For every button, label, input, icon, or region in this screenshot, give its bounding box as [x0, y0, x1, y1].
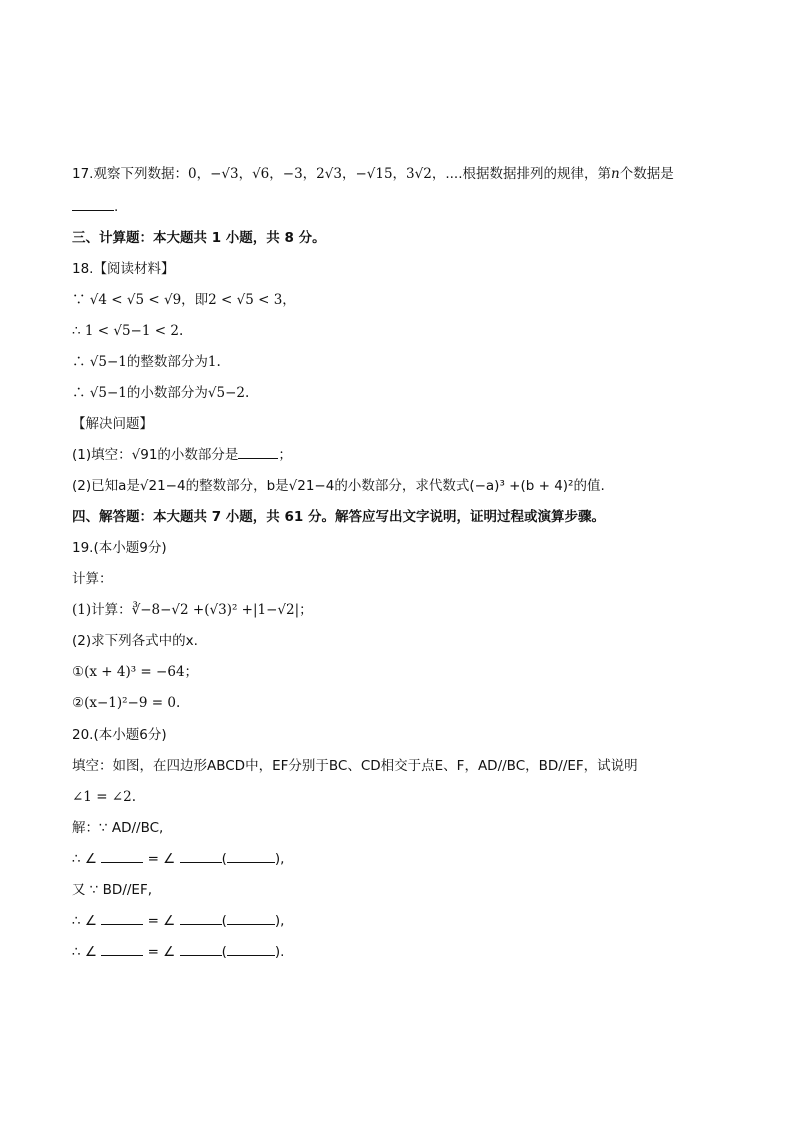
answer-blank[interactable]: [180, 911, 222, 925]
q18-solve-heading: 【解决问题】: [72, 416, 153, 432]
close-paren: ).: [274, 944, 285, 960]
question-17: [72, 164, 674, 184]
q18-part-1-end: ；: [278, 447, 292, 463]
answer-blank[interactable]: [238, 445, 278, 459]
q18-line-4: ∴ √5−1的小数部分为√5−2.: [72, 385, 250, 401]
answer-blank[interactable]: [101, 942, 143, 956]
close-paren: ),: [274, 851, 285, 867]
q20-statement-1: 填空：如图，在四边形ABCD中，EF分别于BC、CD相交于点E、F，AD//BC，BD//EF，试说明: [72, 758, 638, 774]
therefore-angle: ∴ ∠: [72, 913, 97, 929]
q19-equation-2: ②(x−1)²−9 = 0.: [72, 695, 181, 711]
q19-equation-1: ①(x + 4)³ = −64；: [72, 664, 199, 680]
close-paren: ),: [274, 913, 285, 929]
reason-blank[interactable]: [227, 942, 275, 956]
q19-calc-label: 计算：: [72, 571, 113, 587]
q17-sequence: 0，−√3，√6，−3，2√3，−√15，3√2，: [187, 166, 446, 182]
answer-blank[interactable]: [180, 849, 222, 863]
q18-part-1: [72, 445, 292, 465]
q19-part-2: (2)求下列各式中的x.: [72, 633, 198, 649]
equals-angle: = ∠: [147, 944, 176, 960]
q17-var-n: n: [611, 166, 620, 182]
answer-blank[interactable]: [101, 849, 143, 863]
q17-answer-line: [72, 197, 118, 217]
q17-intro: 17.观察下列数据：: [72, 166, 188, 182]
therefore-angle: ∴ ∠: [72, 851, 97, 867]
q18-line-3: ∴ √5−1的整数部分为1.: [72, 354, 221, 370]
q18-part-1-text: (1)填空：√91的小数部分是: [72, 447, 239, 463]
q17-tail: ....根据数据排列的规律，第: [445, 166, 611, 182]
answer-blank[interactable]: [180, 942, 222, 956]
q20-title: 20.(本小题6分): [72, 727, 167, 743]
q17-end: .: [114, 199, 119, 215]
q20-step-3: ∴ ∠ = ∠ ( ).: [72, 944, 285, 960]
answer-blank[interactable]: [101, 911, 143, 925]
q18-line-2: ∴ 1 < √5−1 < 2.: [72, 323, 184, 339]
q17-tail2: 个数据是: [619, 166, 674, 182]
section-3-heading: 三、计算题：本大题共 1 小题，共 8 分。: [72, 230, 326, 246]
answer-blank[interactable]: [72, 197, 114, 211]
reason-blank[interactable]: [227, 849, 275, 863]
q20-solution-start: 解：∵ AD//BC,: [72, 820, 164, 836]
equals-angle: = ∠: [147, 851, 176, 867]
q19-title: 19.(本小题9分): [72, 540, 167, 556]
q19-part-1: (1)计算：∛−8−√2 +(√3)² +|1−√2|；: [72, 602, 313, 618]
q18-line-1: ∵ √4 < √5 < √9，即2 < √5 < 3，: [72, 292, 296, 308]
q20-statement-2: ∠1 = ∠2.: [72, 789, 136, 805]
q20-step-1: ∴ ∠ = ∠ ( ),: [72, 851, 285, 867]
q18-title: 18.【阅读材料】: [72, 261, 175, 277]
section-4-heading: 四、解答题：本大题共 7 小题，共 61 分。解答应写出文字说明，证明过程或演算步骤。: [72, 509, 605, 525]
equals-angle: = ∠: [147, 913, 176, 929]
reason-blank[interactable]: [227, 911, 275, 925]
q20-also: 又 ∵ BD//EF,: [72, 882, 153, 898]
therefore-angle: ∴ ∠: [72, 944, 97, 960]
q20-step-2: ∴ ∠ = ∠ ( ),: [72, 913, 285, 929]
q18-part-2: (2)已知a是√21−4的整数部分，b是√21−4的小数部分，求代数式(−a)³ +(b + 4)²的值.: [72, 478, 605, 494]
